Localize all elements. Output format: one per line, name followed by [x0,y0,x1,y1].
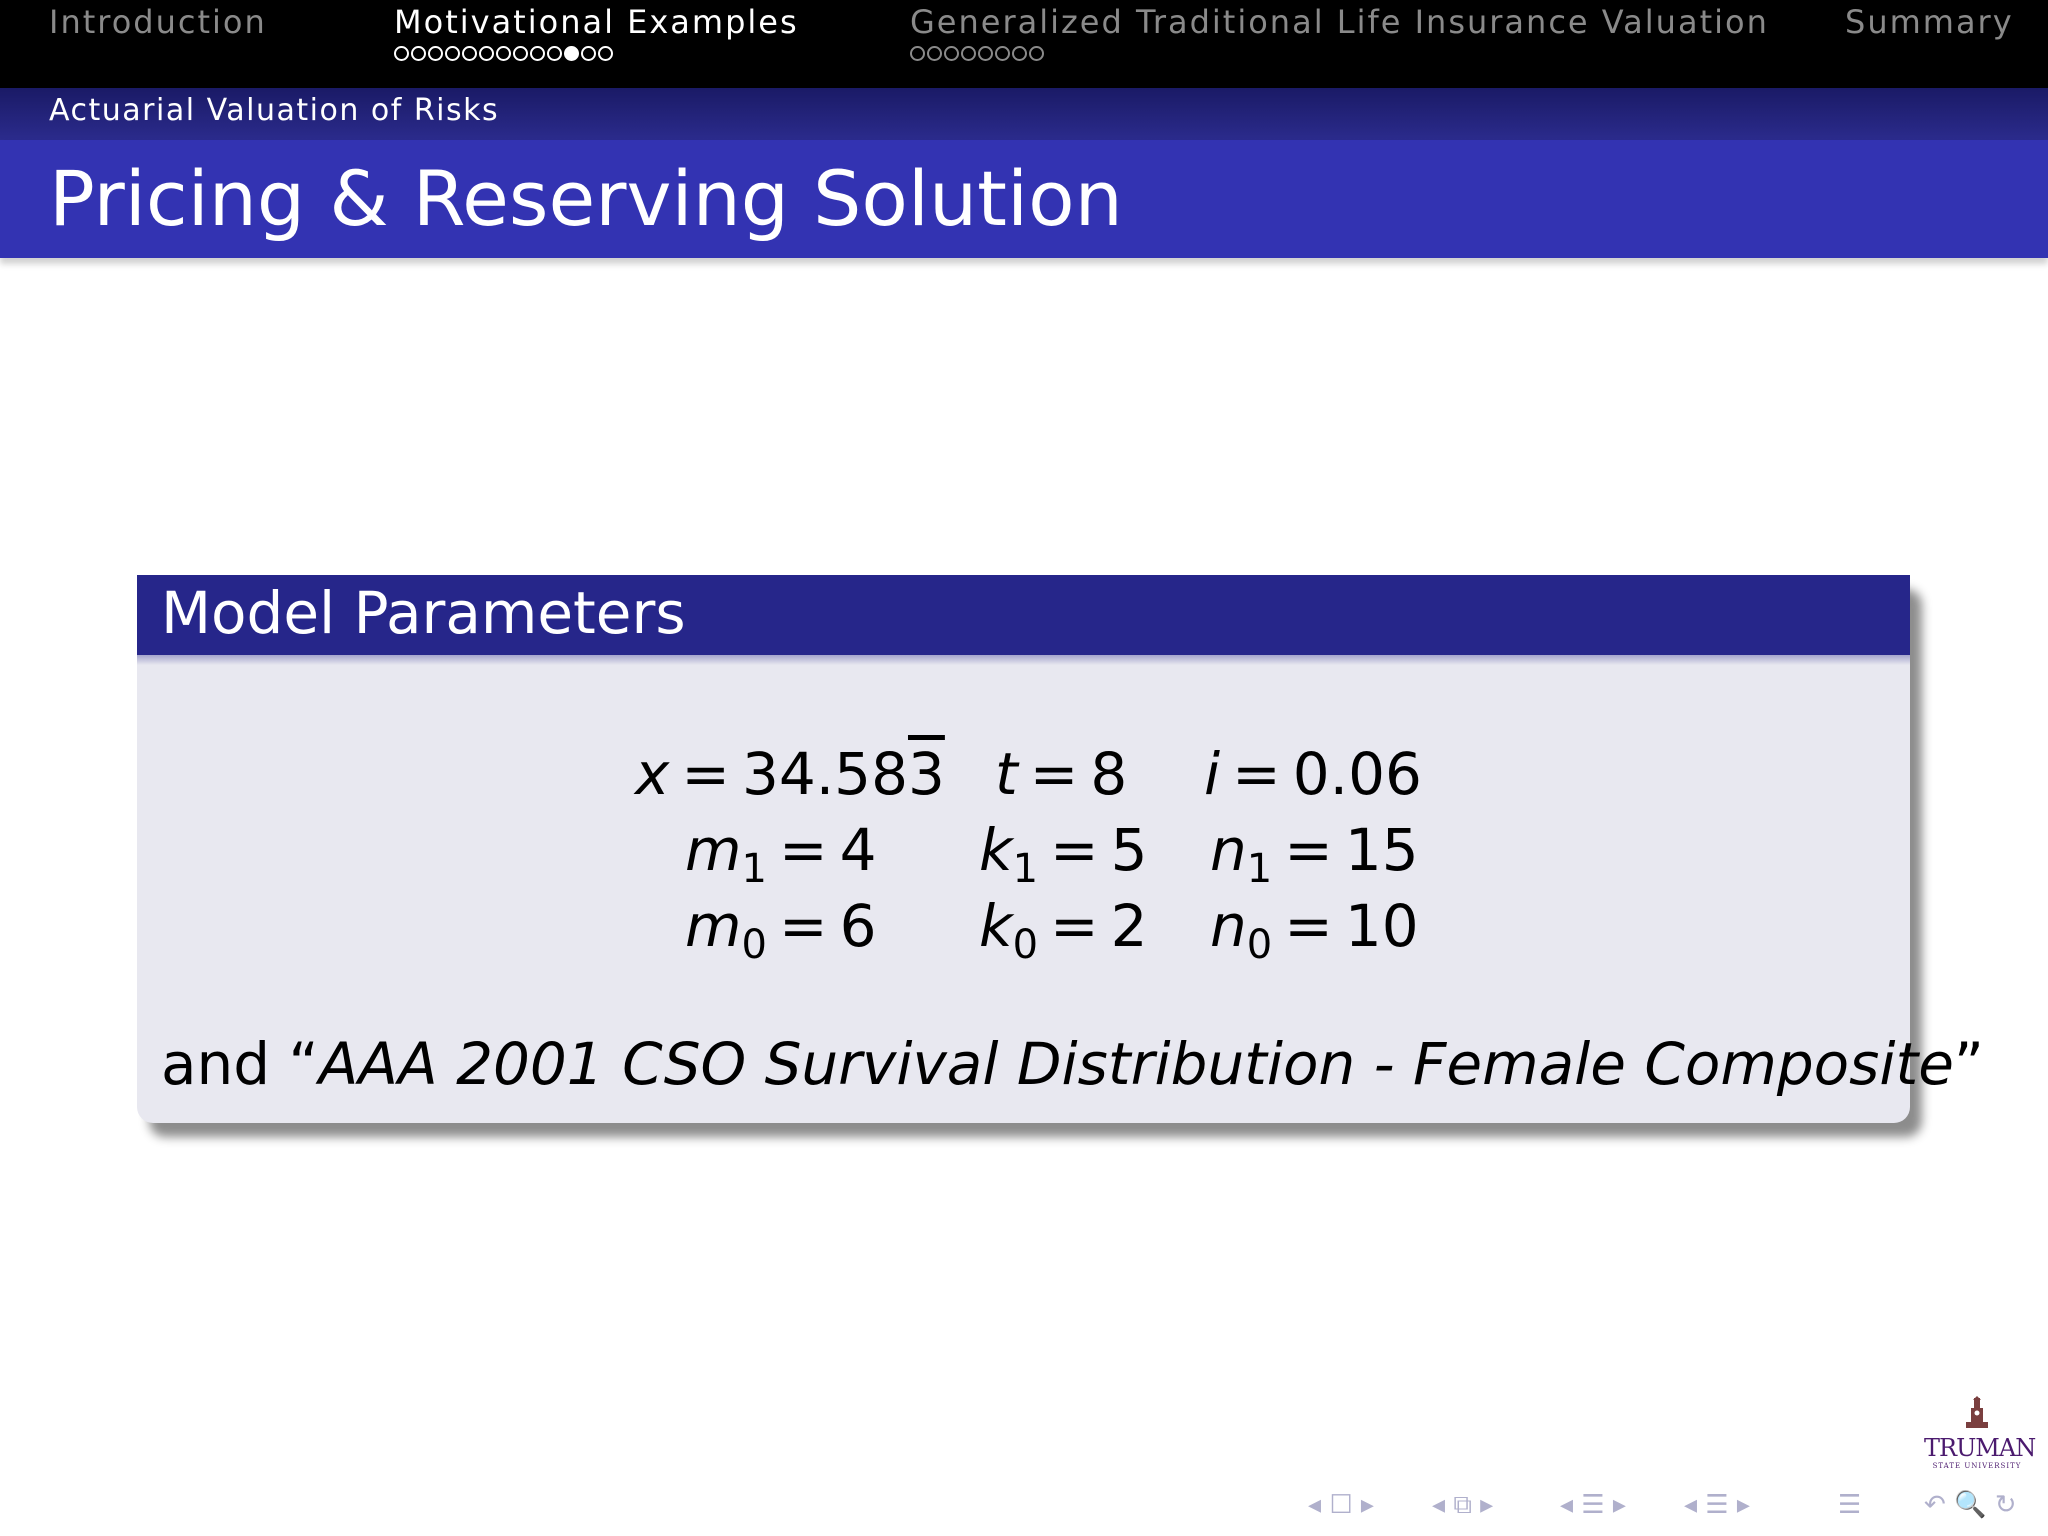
section-navigation-bar [0,0,2048,88]
frame-dot[interactable] [445,46,460,61]
param-k0: $k_0 = 2$ [979,892,1148,968]
frame-dot[interactable] [1029,46,1044,61]
parameter-row [137,816,1910,892]
frame-dot[interactable] [978,46,993,61]
search-back-forward-icons[interactable]: ↶ 🔍 ↻ [1924,1490,2017,1520]
nav-section-motivational-examples[interactable] [394,0,799,61]
frame-nav-symbols[interactable]: ◂ ☐ ▸ [1308,1490,1374,1520]
frame-dot[interactable] [910,46,925,61]
frame-dot[interactable] [961,46,976,61]
frame-dot[interactable] [411,46,426,61]
model-parameters-block [137,575,1984,1123]
nav-section-title[interactable]: Introduction [49,3,267,41]
document-nav-symbols[interactable]: ◂ ☰ ▸ [1684,1490,1750,1520]
frame-dot[interactable] [564,46,579,61]
nav-section-title[interactable]: Generalized Traditional Life Insurance Valuation [910,3,1769,41]
frame-dots [394,46,799,61]
survival-distribution-note: and “AAA 2001 CSO Survival Distribution - Female Composite” [161,1030,1984,1098]
frame-title: Pricing & Reserving Solution [49,154,1123,243]
clock-tower-icon [1962,1396,1992,1430]
frame-dot[interactable] [530,46,545,61]
nav-section-title[interactable]: Motivational Examples [394,3,799,41]
param-n0: $n_0 = 10$ [1210,892,1419,968]
frame-dot[interactable] [581,46,596,61]
param-m1: $m_1 = 4$ [685,816,877,892]
param-k1: $k_1 = 5$ [979,816,1148,892]
block-title: Model Parameters [161,579,686,647]
parameter-row [137,740,1910,816]
param-m0: $m_0 = 6$ [685,892,877,968]
truman-logo [1924,1396,2036,1470]
subsection-bar [0,88,2048,140]
nav-section-title[interactable]: Summary [1845,3,2014,41]
param-x: x = 34.583 [635,740,945,808]
frame-dots [910,46,1769,61]
subsection-nav-symbols[interactable]: ◂ ⧉ ▸ [1432,1490,1494,1520]
frame-dot[interactable] [944,46,959,61]
appendix-nav-symbol[interactable]: ☰ [1838,1490,1862,1520]
logo-name: TRUMAN [1924,1434,2036,1462]
frame-dot[interactable] [462,46,477,61]
param-n1: $n_1 = 15$ [1210,816,1419,892]
frame-title-bar [0,140,2048,258]
frame-dot[interactable] [598,46,613,61]
frame-dot[interactable] [995,46,1010,61]
frame-dot[interactable] [394,46,409,61]
param-i: i = 0.06 [1204,740,1422,808]
nav-section-introduction[interactable] [49,0,267,44]
parameter-row [137,892,1910,968]
nav-section-summary[interactable] [1845,0,2014,44]
block-title-bar [137,575,1910,655]
frame-dot[interactable] [479,46,494,61]
frame-dot[interactable] [547,46,562,61]
logo-subtitle: STATE UNIVERSITY [1932,1462,2022,1470]
section-nav-symbols[interactable]: ◂ ☰ ▸ [1560,1490,1626,1520]
frame-dot[interactable] [513,46,528,61]
frame-dot[interactable] [496,46,511,61]
frame-dot[interactable] [927,46,942,61]
parameter-table [137,740,1910,968]
frame-dot[interactable] [1012,46,1027,61]
frame-dot[interactable] [428,46,443,61]
nav-section-generalized-valuation[interactable] [910,0,1769,61]
subsection-title[interactable]: Actuarial Valuation of Risks [49,93,500,128]
param-t: t = 8 [995,740,1128,808]
